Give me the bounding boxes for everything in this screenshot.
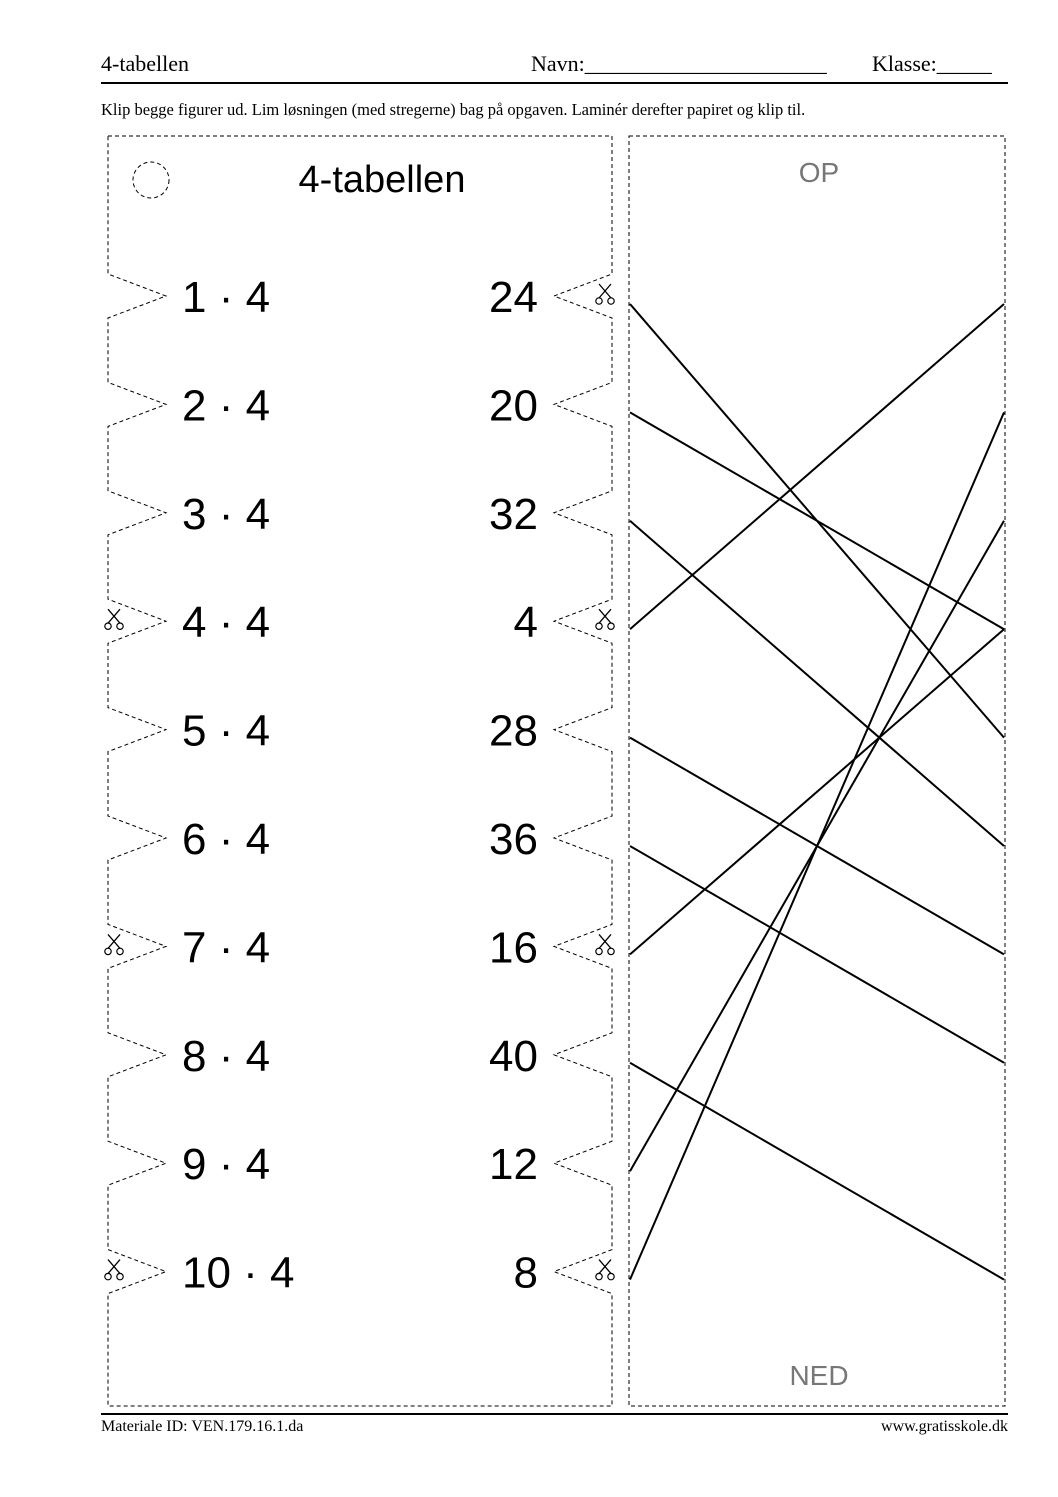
scissors-icon [105, 1260, 123, 1280]
multiplication-expression: 1 · 4 [182, 273, 271, 322]
cut-line-path [108, 136, 612, 1406]
solution-card [629, 136, 1005, 1406]
answer-value: 36 [489, 815, 538, 864]
scissors-icon [596, 609, 614, 629]
answer-value: 24 [489, 273, 538, 322]
solution-lines [630, 304, 1004, 1280]
punch-hole-circle [133, 162, 169, 198]
solution-line [630, 846, 1004, 1063]
solution-line [630, 521, 1004, 846]
answer-value: 20 [489, 381, 538, 431]
answer-value: 4 [513, 598, 538, 648]
solution-line [630, 304, 1004, 629]
card-title: 4-tabellen [298, 159, 466, 201]
top-label: OP [798, 157, 840, 188]
solution-line [630, 412, 1004, 1279]
multiplication-expression: 4 · 4 [182, 598, 271, 648]
multiplication-expression: 7 · 4 [182, 923, 271, 973]
instructions-text: Klip begge figurer ud. Lim løsningen (med stregerne) bag på opgaven. Laminér derefter papiret og klip til. [101, 100, 806, 119]
multiplication-expression: 6 · 4 [182, 815, 271, 864]
answer-value: 32 [489, 489, 538, 539]
question-rows [105, 273, 614, 1298]
multiplication-expression: 5 · 4 [182, 706, 271, 756]
scissors-icon [596, 934, 614, 954]
question-card-cut-outline [108, 136, 612, 1406]
bottom-label: NED [789, 1360, 849, 1391]
scissors-icon [105, 609, 123, 629]
answer-value: 8 [513, 1248, 538, 1298]
multiplication-expression: 8 · 4 [182, 1031, 271, 1081]
answer-value: 28 [489, 706, 538, 756]
multiplication-expression: 10 · 4 [182, 1248, 295, 1298]
multiplication-expression: 3 · 4 [182, 489, 271, 539]
solution-line [630, 412, 1004, 629]
solution-line [630, 629, 1004, 954]
material-id: Materiale ID: VEN.179.16.1.da [101, 1418, 304, 1435]
website-url: www.gratisskole.dk [881, 1418, 1008, 1435]
answer-value: 16 [489, 923, 538, 973]
question-card [105, 136, 614, 1406]
multiplication-expression: 9 · 4 [182, 1140, 271, 1190]
answer-value: 40 [489, 1031, 538, 1081]
class-field-label: Klasse:_____ [872, 51, 992, 76]
footer-divider [101, 1413, 1008, 1415]
answer-value: 12 [489, 1140, 538, 1190]
multiplication-expression: 2 · 4 [182, 381, 271, 431]
scissors-icon [596, 1260, 614, 1280]
scissors-icon [105, 934, 123, 954]
scissors-icon [596, 284, 614, 304]
solution-card-cut-outline [629, 136, 1005, 1406]
name-field-label: Navn:______________________ [531, 51, 827, 76]
header-title: 4-tabellen [101, 51, 189, 76]
solution-line [630, 1063, 1004, 1280]
